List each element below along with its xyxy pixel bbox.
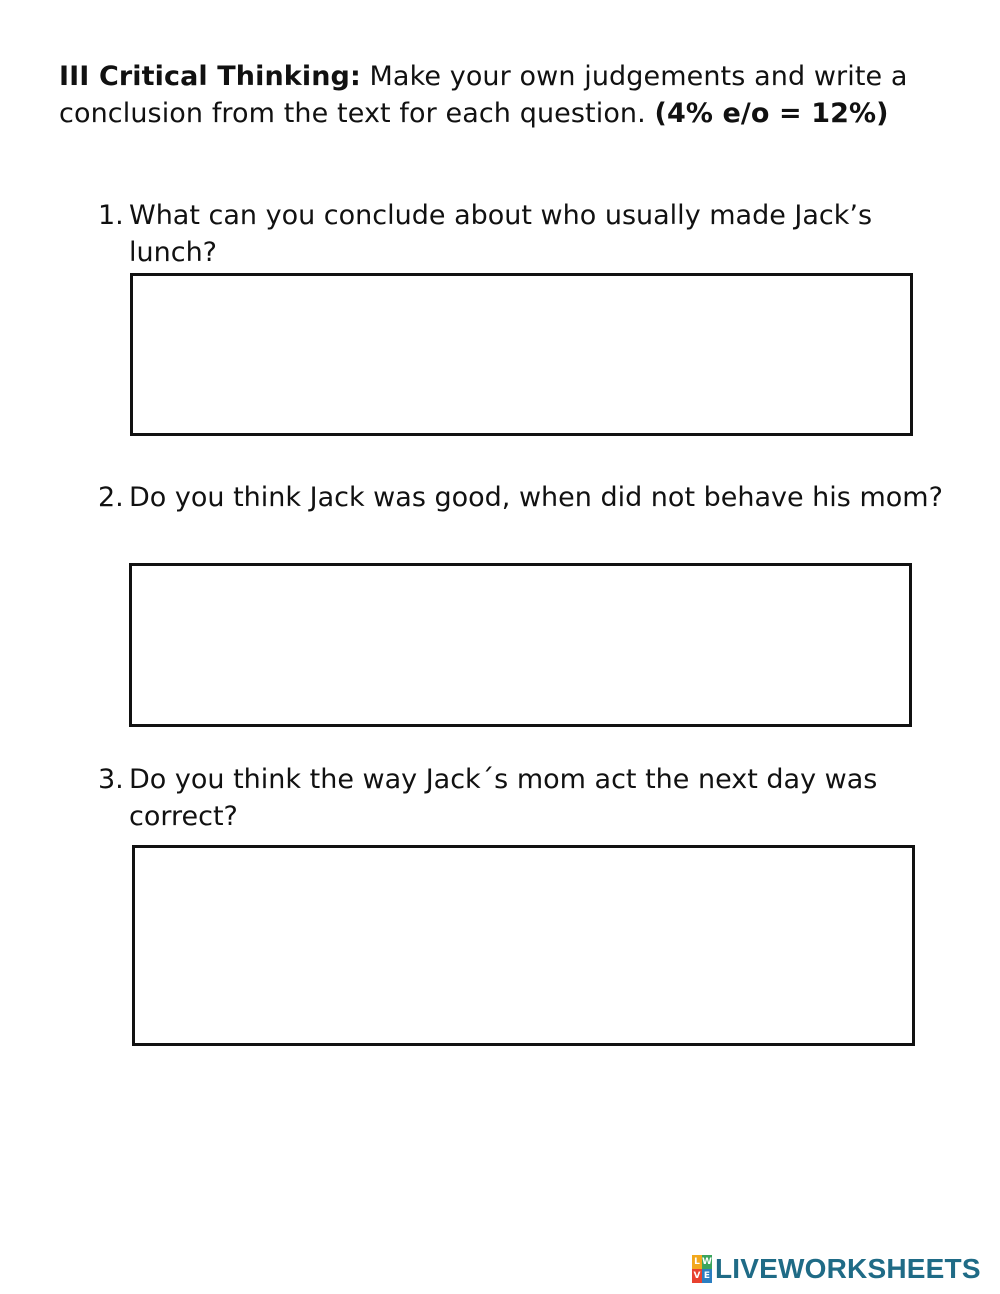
score-note: (4% e/o = 12%) bbox=[654, 98, 889, 129]
question-1 bbox=[98, 197, 948, 271]
logo-letter: E bbox=[703, 1271, 711, 1281]
question-number: 1. bbox=[98, 200, 124, 231]
question-text: Do you think the way Jack´s mom act the next day was correct? bbox=[129, 764, 878, 832]
logo-letter: L bbox=[692, 1255, 702, 1269]
section-heading: III Critical Thinking: bbox=[59, 61, 361, 92]
logo-letter: W bbox=[702, 1257, 712, 1267]
question-text: What can you conclude about who usually made Jack’s lunch? bbox=[129, 200, 873, 268]
instructions-paragraph bbox=[59, 58, 959, 132]
liveworksheets-logo-icon bbox=[692, 1255, 712, 1283]
liveworksheets-brand bbox=[692, 1253, 981, 1285]
answer-box-2[interactable] bbox=[129, 563, 912, 727]
instruction-text: Make your own judgements and write a conclusion from the text for each question. bbox=[59, 61, 908, 129]
question-text: Do you think Jack was good, when did not behave his mom? bbox=[129, 482, 943, 513]
question-2 bbox=[98, 479, 948, 516]
brand-name: LIVEWORKSHEETS bbox=[715, 1253, 981, 1284]
answer-box-3[interactable] bbox=[132, 845, 915, 1046]
question-number: 2. bbox=[98, 482, 124, 513]
logo-letter: V bbox=[693, 1271, 701, 1281]
answer-box-1[interactable] bbox=[130, 273, 913, 436]
question-number: 3. bbox=[98, 764, 124, 795]
question-3 bbox=[98, 761, 948, 835]
